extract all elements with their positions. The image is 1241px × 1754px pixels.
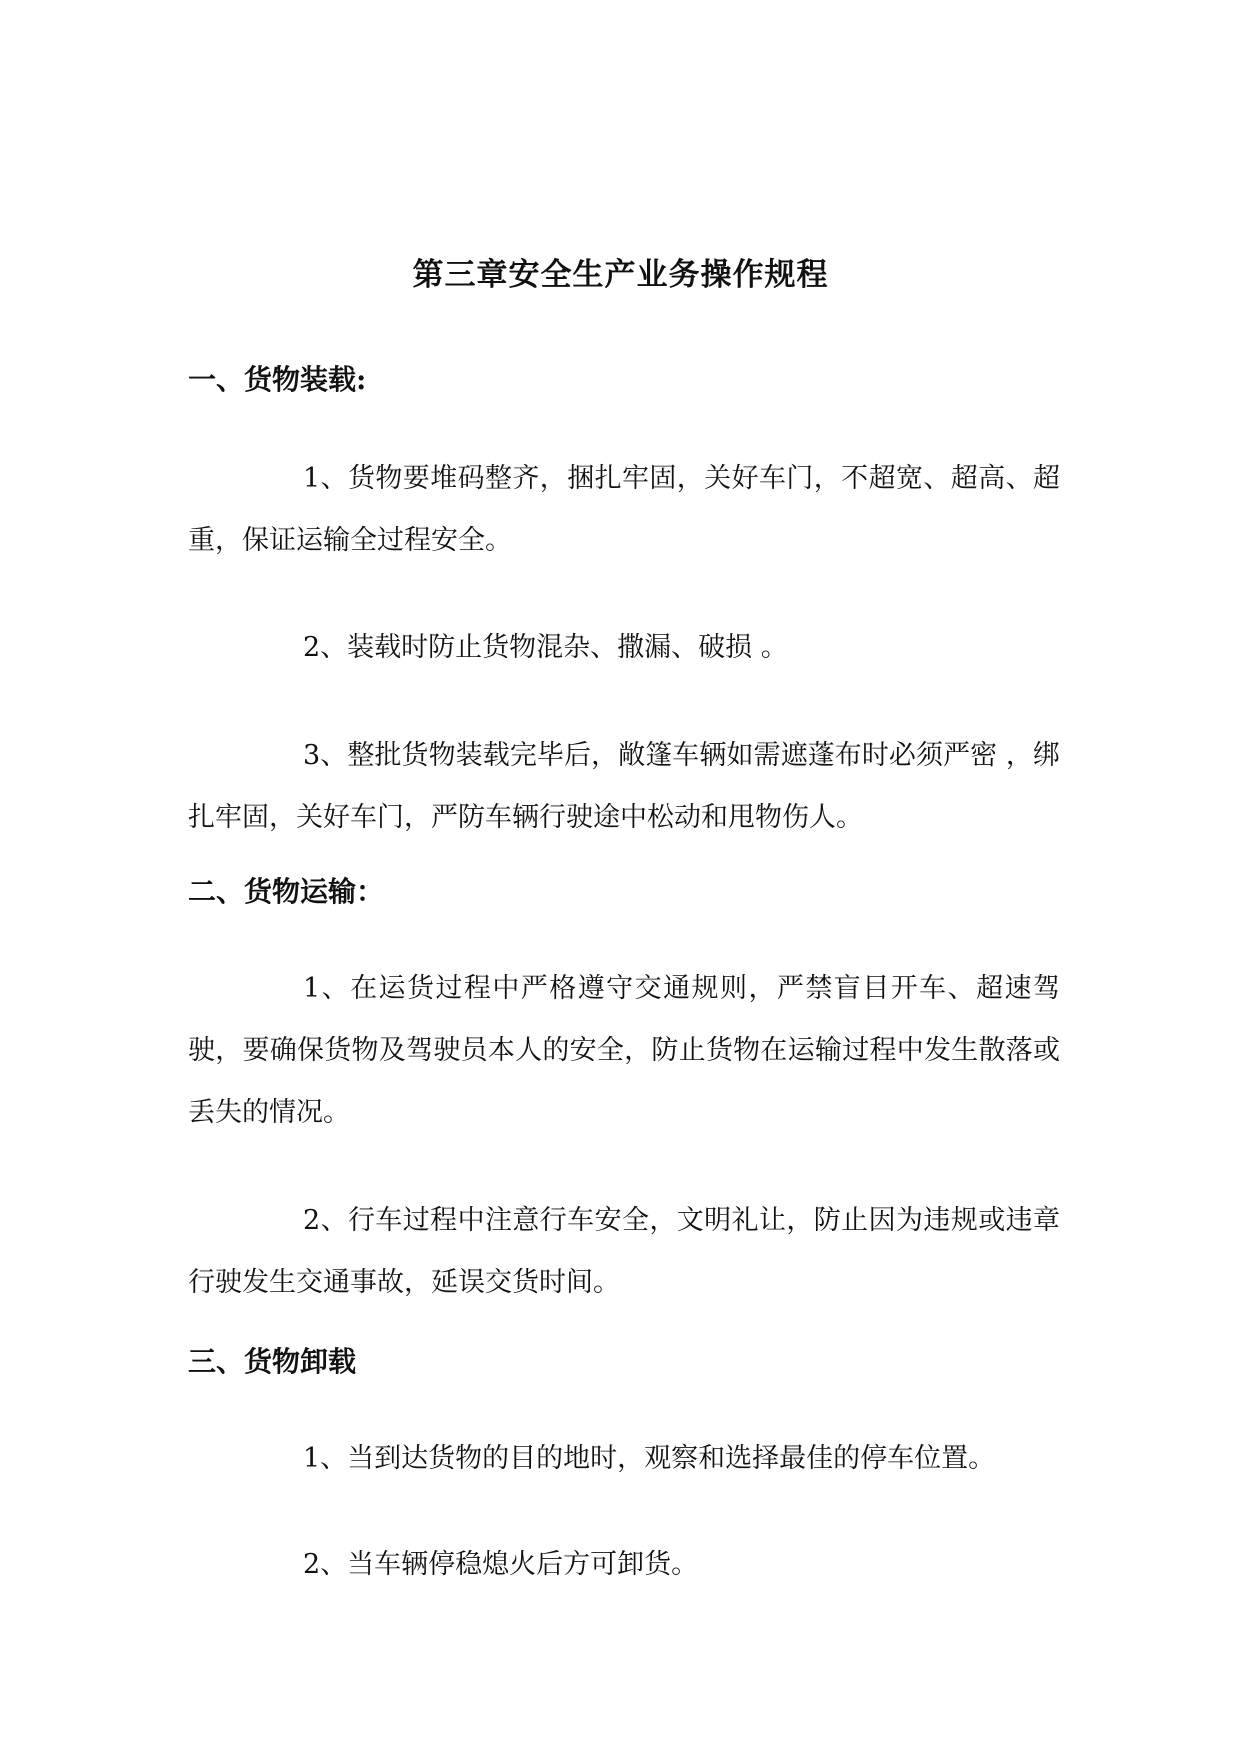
paragraph: 2、行车过程中注意行车安全，文明礼让，防止因为违规或违章行驶发生交通事故，延误交货时间。 [188, 1205, 1060, 1298]
paragraph: 1、当到达货物的目的地时，观察和选择最佳的停车位置。 [303, 1443, 996, 1474]
section-heading-loading: 一、货物装载: [188, 363, 367, 396]
paragraph: 2、当车辆停稳熄火后方可卸货。 [303, 1549, 699, 1580]
paragraph: 2、装载时防止货物混杂、撒漏、破损 。 [303, 632, 788, 663]
page-title: 第三章安全生产业务操作规程 [412, 257, 829, 293]
section-heading-transport: 二、货物运输： [188, 875, 385, 908]
paragraph: 1、货物要堆码整齐，捆扎牢固，关好车门，不超宽、超高、超重，保证运输全过程安全。 [188, 463, 1060, 556]
paragraph: 3、整批货物装载完毕后，敞篷车辆如需遮蓬布时必须严密 ，绑扎牢固，关好车门，严防车辆行驶途中松动和甩物伤人。 [188, 740, 1060, 833]
paragraph: 1、在运货过程中严格遵守交通规则，严禁盲目开车、超速驾驶，要确保货物及驾驶员本人的安全，防止货物在运输过程中发生散落或丢失的情况。 [188, 973, 1060, 1128]
section-heading-unloading: 三、货物卸载 [188, 1345, 357, 1378]
